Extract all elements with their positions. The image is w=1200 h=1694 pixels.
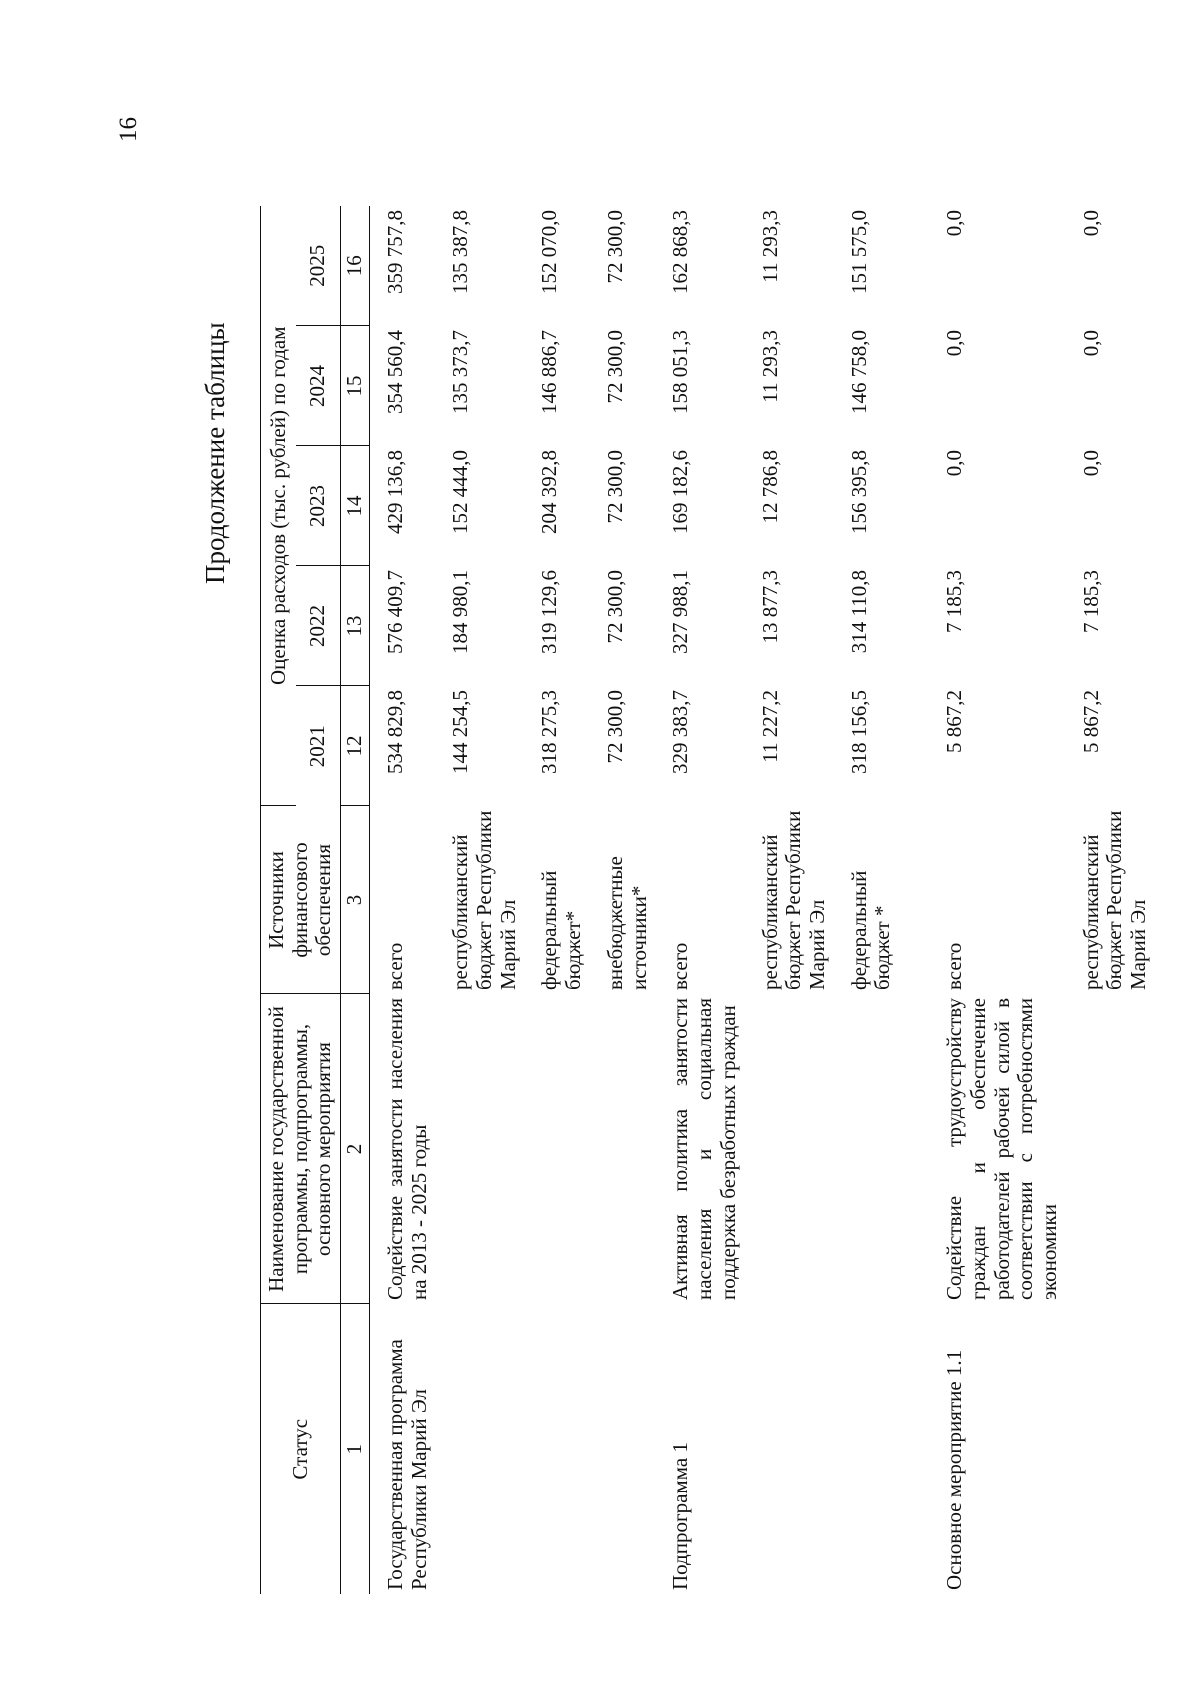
- row-status: [1066, 1304, 1155, 1594]
- year-2022: 2022: [296, 566, 341, 686]
- value-2021: 318 156,5: [846, 690, 871, 774]
- row-source: федеральный бюджет*: [537, 870, 586, 990]
- value-2023: 204 392,8: [537, 450, 562, 534]
- row-status: Государственная программа Республики Марий Эл: [382, 1339, 431, 1590]
- value-2021: 144 254,5: [448, 690, 473, 774]
- value-2025: 0,0: [942, 210, 967, 237]
- continuation-title: Продолжение таблицы: [200, 322, 230, 584]
- row-status: Основное мероприятие 1.1: [942, 1349, 967, 1590]
- table-row: [1066, 206, 1155, 1594]
- value-2024: 158 051,3: [668, 330, 693, 414]
- value-2023: 72 300,0: [602, 450, 627, 524]
- row-status: Подпрограмма 1: [668, 1442, 693, 1590]
- row-source: всего: [668, 942, 693, 990]
- value-2021: 5 867,2: [1078, 690, 1103, 753]
- table-row: [655, 206, 744, 1594]
- row-status: [435, 1304, 524, 1594]
- value-2022: 327 988,1: [668, 570, 693, 654]
- table-row: [435, 206, 524, 1594]
- value-2024: 146 886,7: [537, 330, 562, 414]
- col-number: 12: [341, 686, 370, 806]
- year-2021: 2021: [305, 725, 330, 768]
- page-number: 16: [115, 117, 142, 142]
- row-name: [435, 994, 524, 1304]
- col-number: 13: [341, 566, 370, 686]
- year-2025: 2025: [296, 206, 341, 326]
- row-source: республиканский бюджет Республики Марий Эл: [757, 810, 829, 990]
- row-status: [834, 1304, 899, 1594]
- value-2021: 5 867,2: [942, 690, 967, 753]
- value-2024: 135 373,7: [448, 330, 473, 414]
- table-row: [369, 206, 435, 1594]
- row-name: Активная политика занятости населения и социальная поддержка безработных граждан: [668, 998, 740, 1300]
- value-2021: 11 227,2: [757, 690, 782, 763]
- row-source: всего: [942, 942, 967, 990]
- row-status: [524, 1304, 589, 1594]
- value-2025: 135 387,8: [448, 210, 473, 294]
- row-name: [834, 994, 899, 1304]
- col-number: 14: [341, 446, 370, 566]
- value-2023: 152 444,0: [448, 450, 473, 534]
- table-row: [834, 206, 899, 1594]
- value-2021: 72 300,0: [602, 690, 627, 764]
- value-2025: 162 868,3: [668, 210, 693, 294]
- value-2022: 7 185,3: [1078, 570, 1103, 633]
- value-2024: 11 293,3: [757, 330, 782, 403]
- header-sources: Источники финансового обеспечения: [261, 806, 341, 994]
- value-2022: 7 185,3: [942, 570, 967, 633]
- row-name: [590, 994, 655, 1304]
- value-2023: 0,0: [942, 450, 967, 477]
- row-source: республиканский бюджет Республики Марий Эл: [1078, 810, 1151, 990]
- value-2022: 72 300,0: [602, 570, 627, 644]
- col-number: 2: [341, 994, 370, 1304]
- value-2025: 11 293,3: [757, 210, 782, 283]
- value-2022: 184 980,1: [448, 570, 473, 654]
- row-name: Содействие трудоустройству граждан и обеспечение работодателей рабочей силой в соответствии с потребностями экономики: [942, 998, 1061, 1300]
- header-estimate: Оценка расходов (тыс. рублей) по годам: [261, 206, 297, 806]
- row-source: республиканский бюджет Республики Марий Эл: [448, 810, 520, 990]
- value-2024: 72 300,0: [602, 330, 627, 404]
- value-2022: 13 877,3: [757, 570, 782, 644]
- value-2025: 151 575,0: [846, 210, 871, 294]
- table-row: [590, 206, 655, 1594]
- header-status: Статус: [261, 1304, 341, 1594]
- value-2022: 314 110,8: [846, 570, 871, 654]
- value-2024: 146 758,0: [846, 330, 871, 414]
- row-name: Содействие занятости населения на 2013 - 2025 годы: [382, 998, 431, 1300]
- col-number: 16: [341, 206, 370, 326]
- budget-table: [260, 206, 1155, 1594]
- row-name: [745, 994, 834, 1304]
- value-2025: 0,0: [1078, 210, 1103, 237]
- row-status: [745, 1304, 834, 1594]
- row-source: всего: [382, 942, 407, 990]
- row-source: федеральный бюджет *: [846, 870, 895, 990]
- row-status: [590, 1304, 655, 1594]
- value-2025: 72 300,0: [602, 210, 627, 284]
- row-source: внебюджетные источники*: [602, 856, 651, 990]
- year-2024: 2024: [296, 326, 341, 446]
- table-row: [899, 206, 1066, 1594]
- col-number: 15: [341, 326, 370, 446]
- table-row: [745, 206, 834, 1594]
- col-number: 1: [341, 1304, 370, 1594]
- value-2024: 0,0: [942, 330, 967, 357]
- value-2024: 354 560,4: [382, 330, 407, 414]
- value-2022: 319 129,6: [537, 570, 562, 654]
- row-name: [1066, 994, 1155, 1304]
- value-2022: 576 409,7: [382, 570, 407, 654]
- value-2023: 169 182,6: [668, 450, 693, 534]
- value-2023: 0,0: [1078, 450, 1103, 477]
- value-2023: 156 395,8: [846, 450, 871, 534]
- year-2023: 2023: [296, 446, 341, 566]
- value-2021: 329 383,7: [668, 690, 693, 774]
- value-2021: 318 275,3: [537, 690, 562, 774]
- row-name: [524, 994, 589, 1304]
- value-2024: 0,0: [1078, 330, 1103, 357]
- value-2023: 12 786,8: [757, 450, 782, 524]
- value-2023: 429 136,8: [382, 450, 407, 534]
- value-2021: 534 829,8: [382, 690, 407, 774]
- value-2025: 152 070,0: [537, 210, 562, 294]
- value-2025: 359 757,8: [382, 210, 407, 294]
- col-number: 3: [341, 806, 370, 994]
- header-name: Наименование государственной программы, подпрограммы, основного мероприятия: [261, 994, 341, 1304]
- table-row: [524, 206, 589, 1594]
